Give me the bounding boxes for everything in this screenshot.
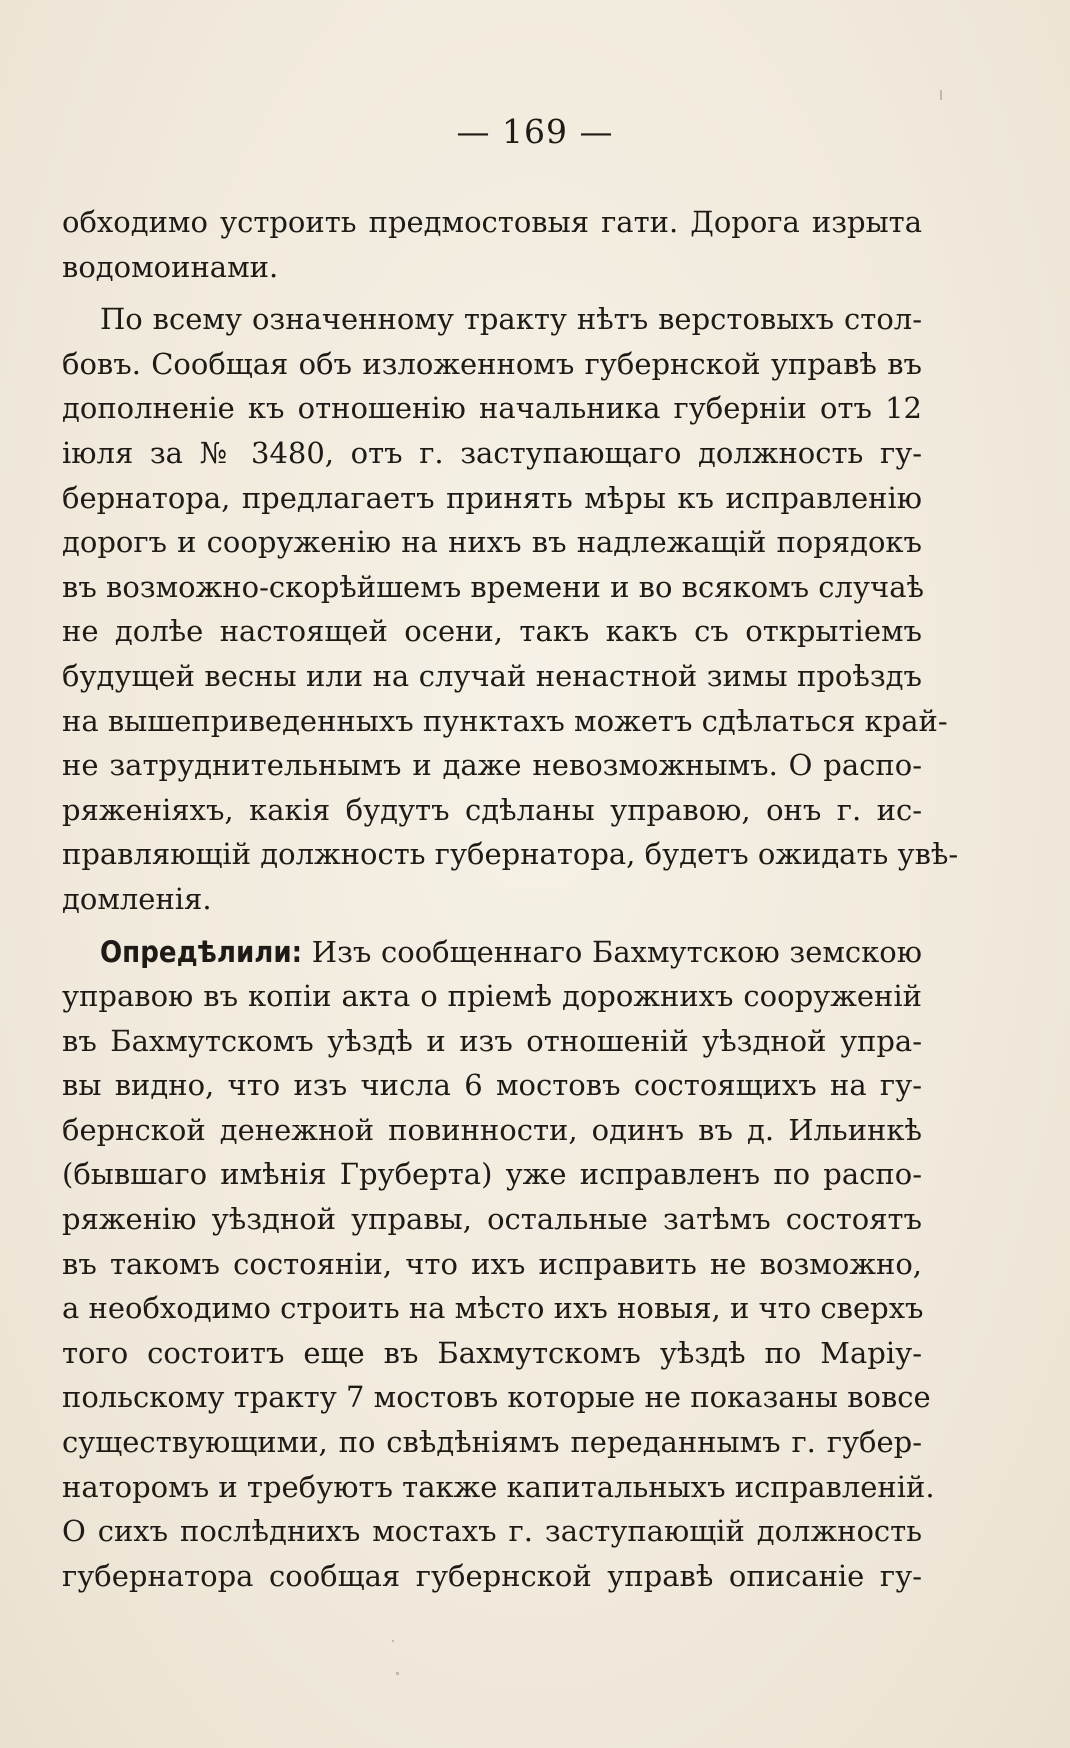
page-number: — 169 — — [456, 112, 614, 151]
text-line: бернской денежной повинности, одинъ въ д. Ильинкѣ — [62, 1112, 922, 1147]
text-line: ряженію уѣздной управы, остальные затѣмъ состоятъ — [62, 1202, 922, 1237]
paragraph-gap — [62, 922, 922, 930]
text-line: (бывшаго имѣнія Груберта) уже исправленъ по распо- — [62, 1157, 922, 1192]
paper-speck — [392, 1640, 394, 1642]
text-line: того состоитъ еще въ Бахмутскомъ уѣздѣ по Маріу- — [62, 1335, 922, 1370]
text-line: обходимо устроить предмостовыя гати. Дорога изрыта — [62, 205, 922, 239]
text-line: губернатора сообщая губернской управѣ описаніе гу- — [62, 1558, 922, 1593]
paragraph-gap — [62, 289, 922, 297]
text-line: вы видно, что изъ числа 6 мостовъ состоящихъ на гу- — [62, 1068, 922, 1103]
text-line: правляющій должность губернатора, будетъ ожидать увѣ- — [62, 837, 959, 872]
text-line: іюля за № 3480, отъ г. заступающаго должность гу- — [62, 435, 922, 470]
paper-speck — [940, 90, 942, 100]
paper-speck — [396, 1672, 399, 1675]
text-line: не затруднительнымъ и даже невозможнымъ. О распо- — [62, 748, 922, 783]
text-line: а необходимо строить на мѣсто ихъ новыя, и что сверхъ — [62, 1291, 924, 1326]
text-line: не долѣе настоящей осени, такъ какъ съ открытіемъ — [62, 614, 922, 649]
resolution-lead: Опредѣлили: — [100, 934, 303, 969]
body-text — [62, 200, 959, 1598]
text-line: домленія. — [62, 881, 212, 916]
text-line: водомоинами. — [62, 249, 279, 284]
text-line: наторомъ и требуютъ также капитальныхъ исправленій. — [62, 1469, 935, 1504]
text-line: О сихъ послѣднихъ мостахъ г. заступающій должность — [62, 1514, 922, 1549]
text-line: бернатора, предлагаетъ принять мѣры къ исправленію — [62, 480, 922, 515]
text-line: на вышеприведенныхъ пунктахъ можетъ сдѣлаться край- — [62, 703, 948, 738]
text-line: бовъ. Сообщая объ изложенномъ губернской управѣ въ — [62, 346, 922, 381]
text-line: дорогъ и сооруженію на нихъ въ надлежащій порядокъ — [62, 525, 922, 560]
text-line: въ такомъ состояніи, что ихъ исправить не возможно, — [62, 1246, 922, 1281]
text-line: Изъ сообщеннаго Бахмутскою земскою — [311, 934, 923, 969]
text-line: ряженіяхъ, какія будутъ сдѣланы управою, онъ г. ис- — [62, 792, 922, 827]
text-line: дополненіе къ отношенію начальника губерніи отъ 12 — [62, 391, 922, 426]
text-line: будущей весны или на случай ненастной зимы проѣздъ — [62, 658, 922, 693]
text-line: По всему означенному тракту нѣтъ верстовыхъ стол- — [100, 302, 922, 337]
text-line: въ Бахмутскомъ уѣздѣ и изъ отношеній уѣздной упра- — [62, 1023, 922, 1058]
resolution-line — [62, 930, 922, 975]
text-line: управою въ копіи акта о пріемѣ дорожнихъ сооруженій — [62, 979, 922, 1014]
text-line: польскому тракту 7 мостовъ которые не показаны вовсе — [62, 1380, 931, 1415]
text-line: въ возможно-скорѣйшемъ времени и во всякомъ случаѣ — [62, 569, 924, 604]
text-line: существующими, по свѣдѣніямъ переданнымъ г. губер- — [62, 1425, 922, 1460]
